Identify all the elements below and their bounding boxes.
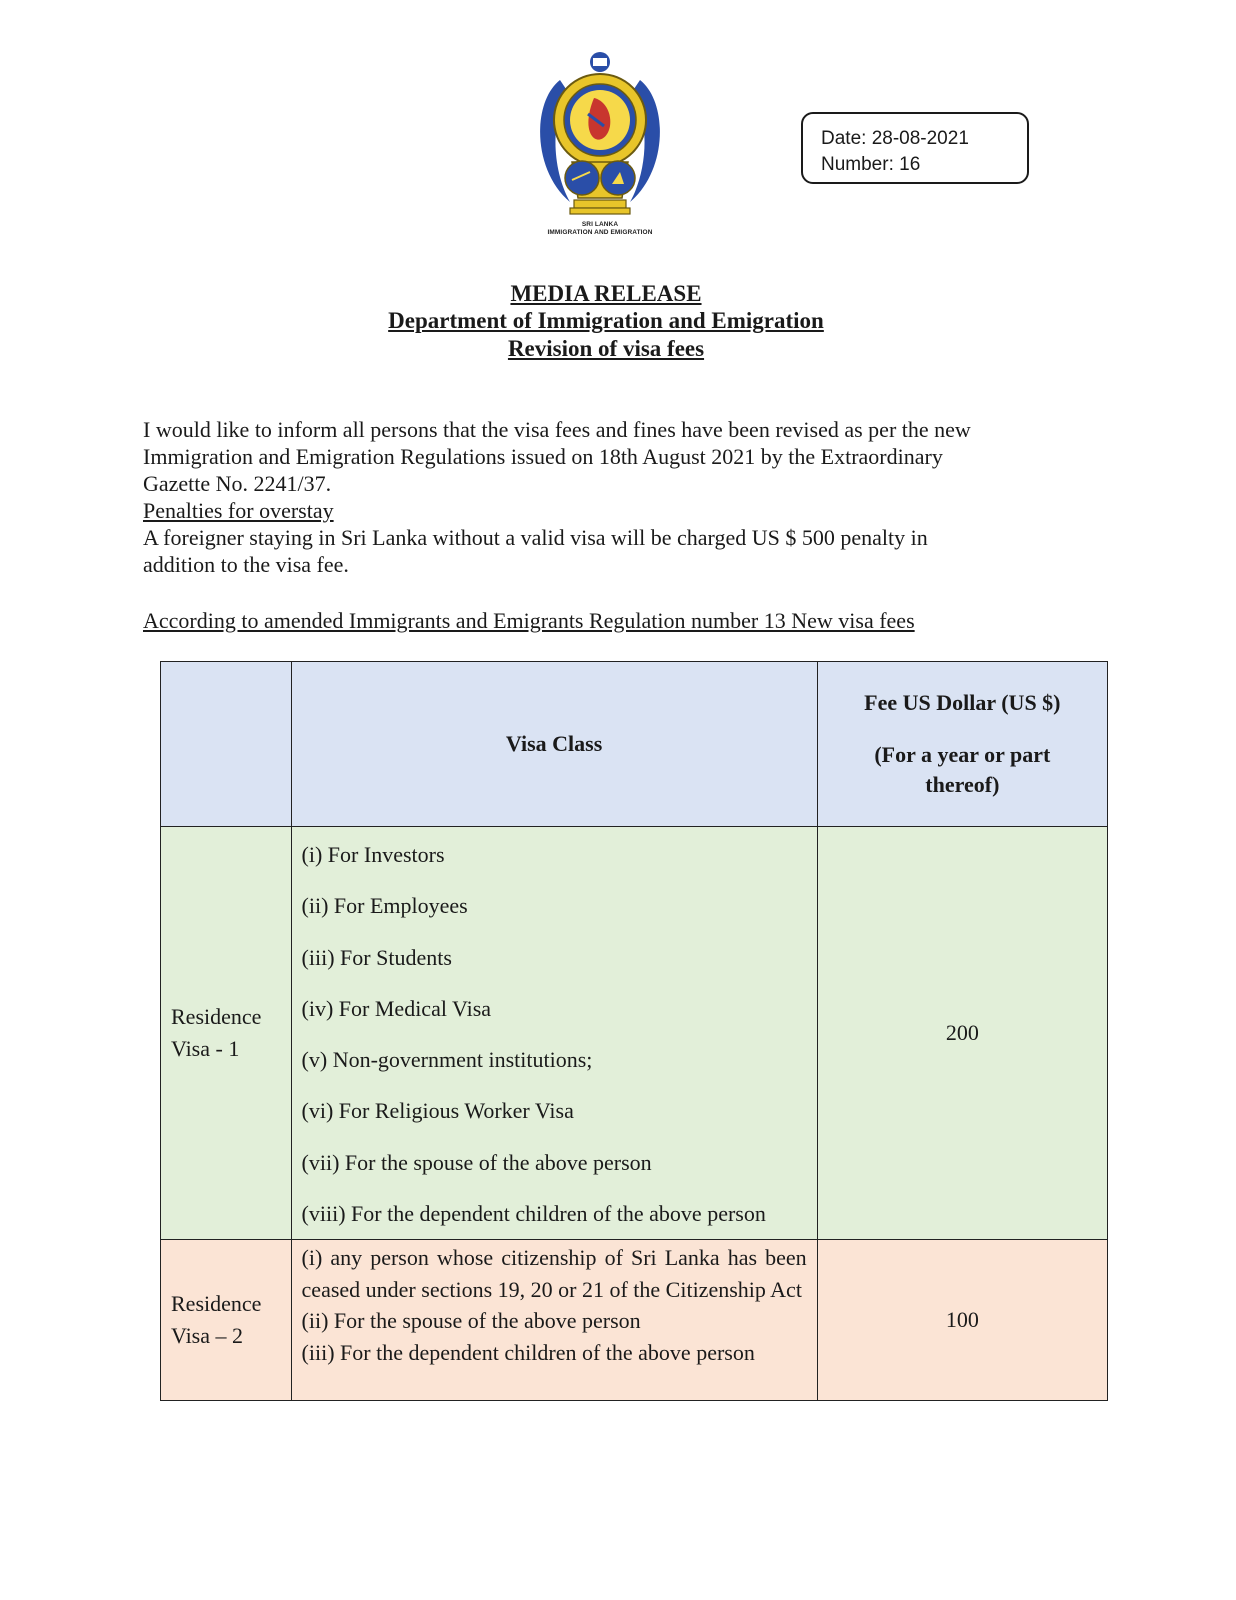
- list-item: (viii) For the dependent children of the above person: [301, 1201, 766, 1227]
- header-fee-line2: (For a year or part thereof): [874, 742, 1051, 797]
- table-header-row: [161, 662, 1108, 827]
- visa-type-label: Visa – 2: [171, 1323, 244, 1349]
- list-item: (iii) For Students: [301, 944, 452, 970]
- visa-fee-table: [160, 661, 1108, 1401]
- list-item: (vi) For Religious Worker Visa: [301, 1098, 574, 1124]
- intro-line: Gazette No. 2241/37.: [143, 471, 332, 496]
- date-number-box: [801, 112, 1029, 184]
- visa-type-cell: [161, 827, 292, 1240]
- list-item: (v) Non-government institutions;: [301, 1047, 593, 1073]
- intro-line: Immigration and Emigration Regulations issued on 18th August 2021 by the Extraordinary: [143, 444, 943, 469]
- header-fee-line1: Fee US Dollar (US $): [864, 690, 1061, 715]
- penalty-heading: Penalties for overstay: [143, 498, 334, 523]
- table-row: [161, 827, 1108, 1240]
- list-item: (ii) For Employees: [301, 893, 468, 919]
- list-item: (ii) For the spouse of the above person: [301, 1308, 641, 1334]
- fee-value: 200: [817, 827, 1107, 1240]
- visa-type-label: Residence: [171, 1004, 262, 1030]
- table-row: [161, 1240, 1108, 1401]
- header-fee: [817, 662, 1107, 827]
- emblem-caption-line1: SRI LANKA: [581, 221, 619, 228]
- header-empty-cell: [161, 662, 292, 827]
- department-emblem: [530, 50, 670, 240]
- visa-type-cell: [161, 1240, 292, 1401]
- visa-type-label: Visa - 1: [171, 1036, 240, 1062]
- visa-type-label: Residence: [171, 1291, 262, 1317]
- subject-heading: Revision of visa fees: [507, 336, 705, 361]
- release-number: Number: 16: [821, 154, 921, 175]
- fee-value: 100: [817, 1240, 1107, 1401]
- list-item: (i) any person whose citizenship of Sri Lanka has been ceased under sections 19, 20 or 21 of the Citizenship Act: [301, 1245, 807, 1302]
- penalty-line: addition to the visa fee.: [143, 552, 349, 577]
- list-item: (i) For Investors: [301, 842, 445, 867]
- list-item: (iv) For Medical Visa: [301, 995, 492, 1021]
- visa-class-list: [291, 1240, 817, 1401]
- visa-class-list: [291, 827, 817, 1240]
- list-item: (vii) For the spouse of the above person: [301, 1149, 652, 1175]
- intro-line: I would like to inform all persons that the visa fees and fines have been revised as per the new: [143, 417, 971, 442]
- emblem-caption-line2: IMMIGRATION AND EMIGRATION: [547, 229, 653, 236]
- header-visa-class: Visa Class: [291, 662, 817, 827]
- release-date: Date: 28-08-2021: [821, 128, 969, 149]
- penalty-line: A foreigner staying in Sri Lanka without a valid visa will be charged US $ 500 penalty in: [143, 525, 928, 550]
- regulation-heading: According to amended Immigrants and Emigrants Regulation number 13 New visa fees: [143, 608, 915, 633]
- document-title: MEDIA RELEASE: [510, 281, 702, 306]
- department-heading: Department of Immigration and Emigration: [388, 308, 824, 333]
- list-item: (iii) For the dependent children of the above person: [301, 1339, 755, 1365]
- intro-paragraph: [143, 416, 1103, 578]
